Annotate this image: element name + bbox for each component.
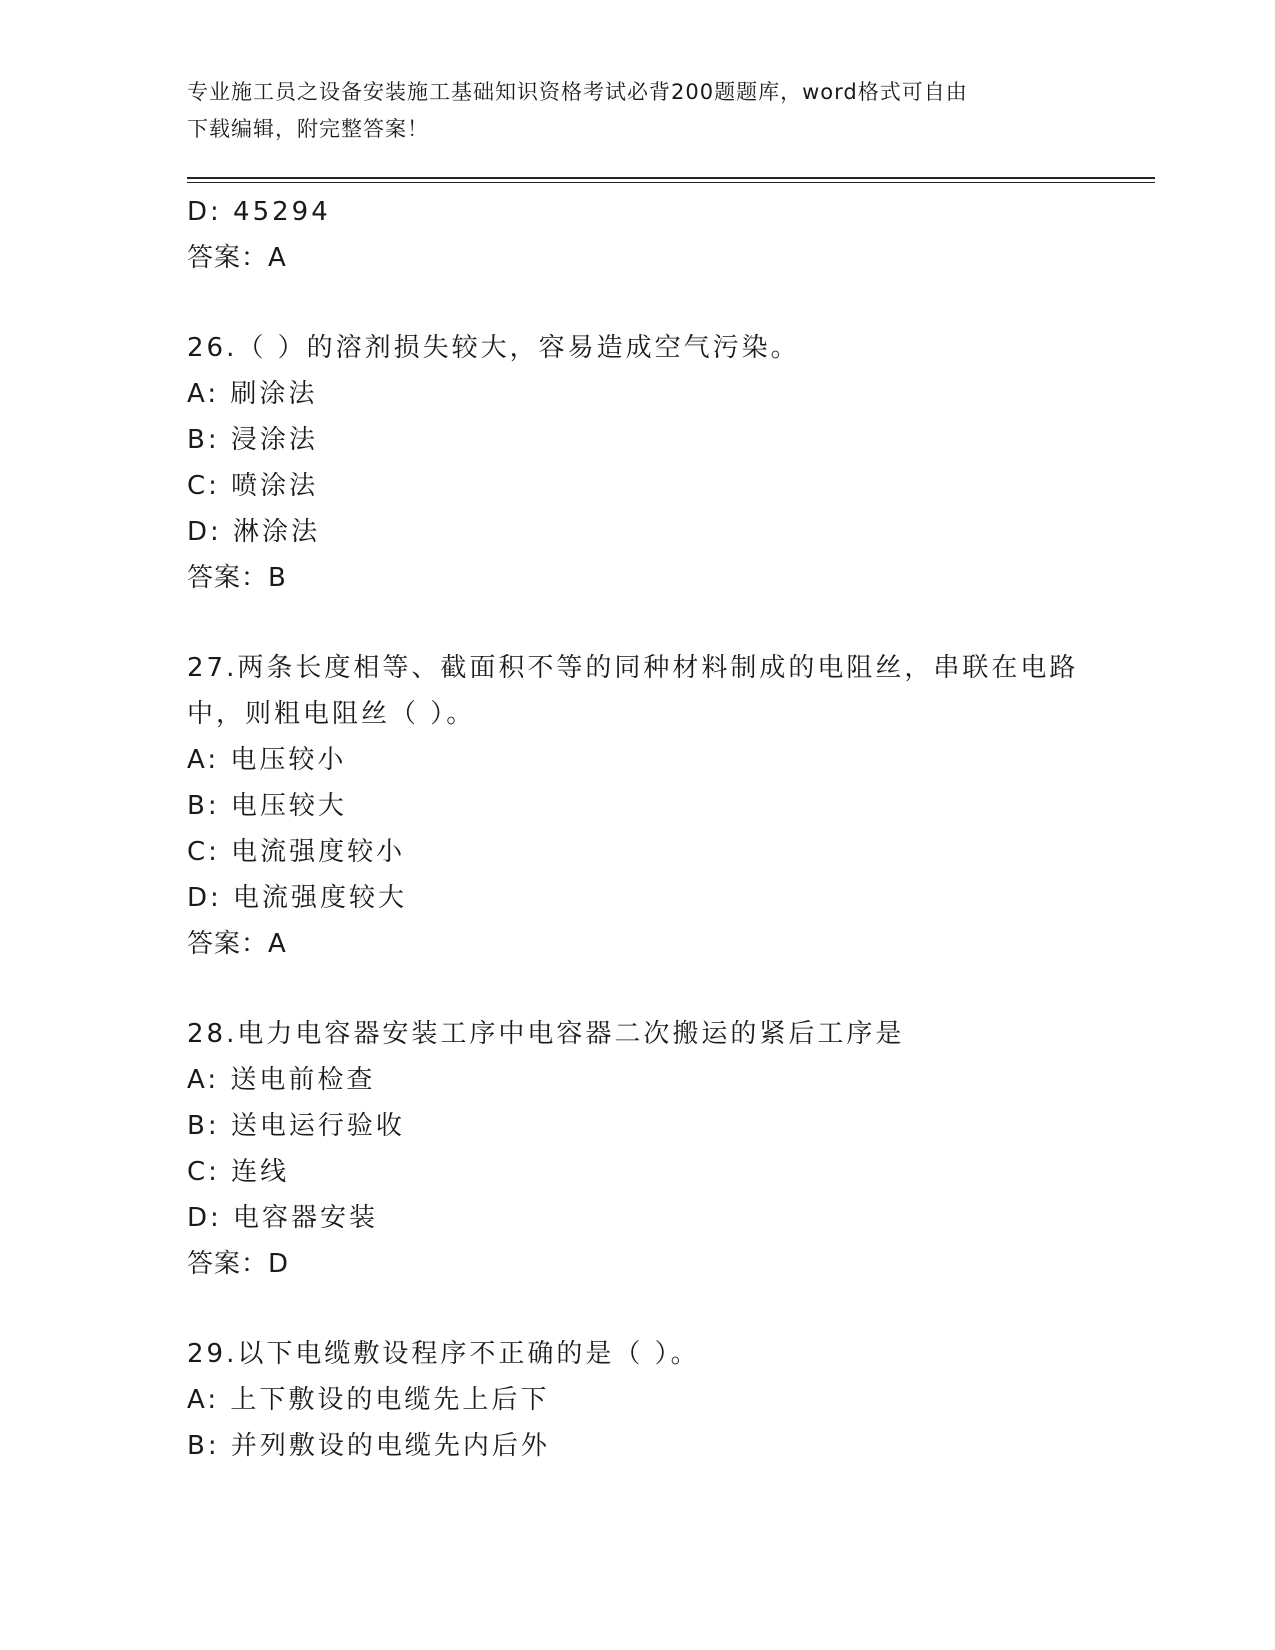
- question-27-answer: 答案：A: [187, 929, 287, 959]
- question-27-option-c: C: 电流强度较小: [187, 837, 406, 867]
- question-gap: [187, 967, 1087, 1011]
- header-line-2: 下载编辑，附完整答案！: [187, 117, 429, 141]
- question-26-option-a: A: 刷涂法: [187, 379, 318, 409]
- question-28-answer: 答案：D: [187, 1249, 290, 1279]
- question-26-text: 26.（ ）的溶剂损失较大，容易造成空气污染。: [187, 333, 800, 363]
- question-27-text-line-1: 27.两条长度相等、截面积不等的同种材料制成的电阻丝，串联在电路: [187, 653, 1079, 683]
- question-26-answer: 答案：B: [187, 563, 287, 593]
- question-28-option-c: C: 连线: [187, 1157, 290, 1187]
- question-gap: [187, 1287, 1087, 1331]
- question-gap: [187, 281, 1087, 325]
- question-28-option-a: A: 送电前检查: [187, 1065, 376, 1095]
- question-27-text-line-2: 中，则粗电阻丝（ ）。: [187, 699, 476, 729]
- question-26-option-d: D: 淋涂法: [187, 517, 321, 547]
- question-26-option-b: B: 浸涂法: [187, 425, 318, 455]
- question-29-option-a: A: 上下敷设的电缆先上后下: [187, 1385, 550, 1415]
- question-26-option-c: C: 喷涂法: [187, 471, 319, 501]
- question-29-text: 29.以下电缆敷设程序不正确的是（ ）。: [187, 1339, 700, 1369]
- question-27-option-d: D: 电流强度较大: [187, 883, 408, 913]
- answer-label: 答案：A: [187, 243, 287, 273]
- option-d: D: 45294: [187, 197, 331, 227]
- question-gap: [187, 601, 1087, 645]
- question-28-option-d: D: 电容器安装: [187, 1203, 379, 1233]
- question-29-option-b: B: 并列敷设的电缆先内后外: [187, 1431, 550, 1461]
- question-27-option-b: B: 电压较大: [187, 791, 347, 821]
- header-divider-thin: [187, 182, 1155, 183]
- question-28-text: 28.电力电容器安装工序中电容器二次搬运的紧后工序是: [187, 1019, 905, 1049]
- header-line-1: 专业施工员之设备安装施工基础知识资格考试必背200题题库，word格式可自由: [187, 80, 968, 104]
- header-divider-thick: [187, 177, 1155, 179]
- question-list: [187, 189, 1087, 1469]
- question-28-option-b: B: 送电运行验收: [187, 1111, 405, 1141]
- question-27-option-a: A: 电压较小: [187, 745, 347, 775]
- document-header: [187, 74, 1067, 148]
